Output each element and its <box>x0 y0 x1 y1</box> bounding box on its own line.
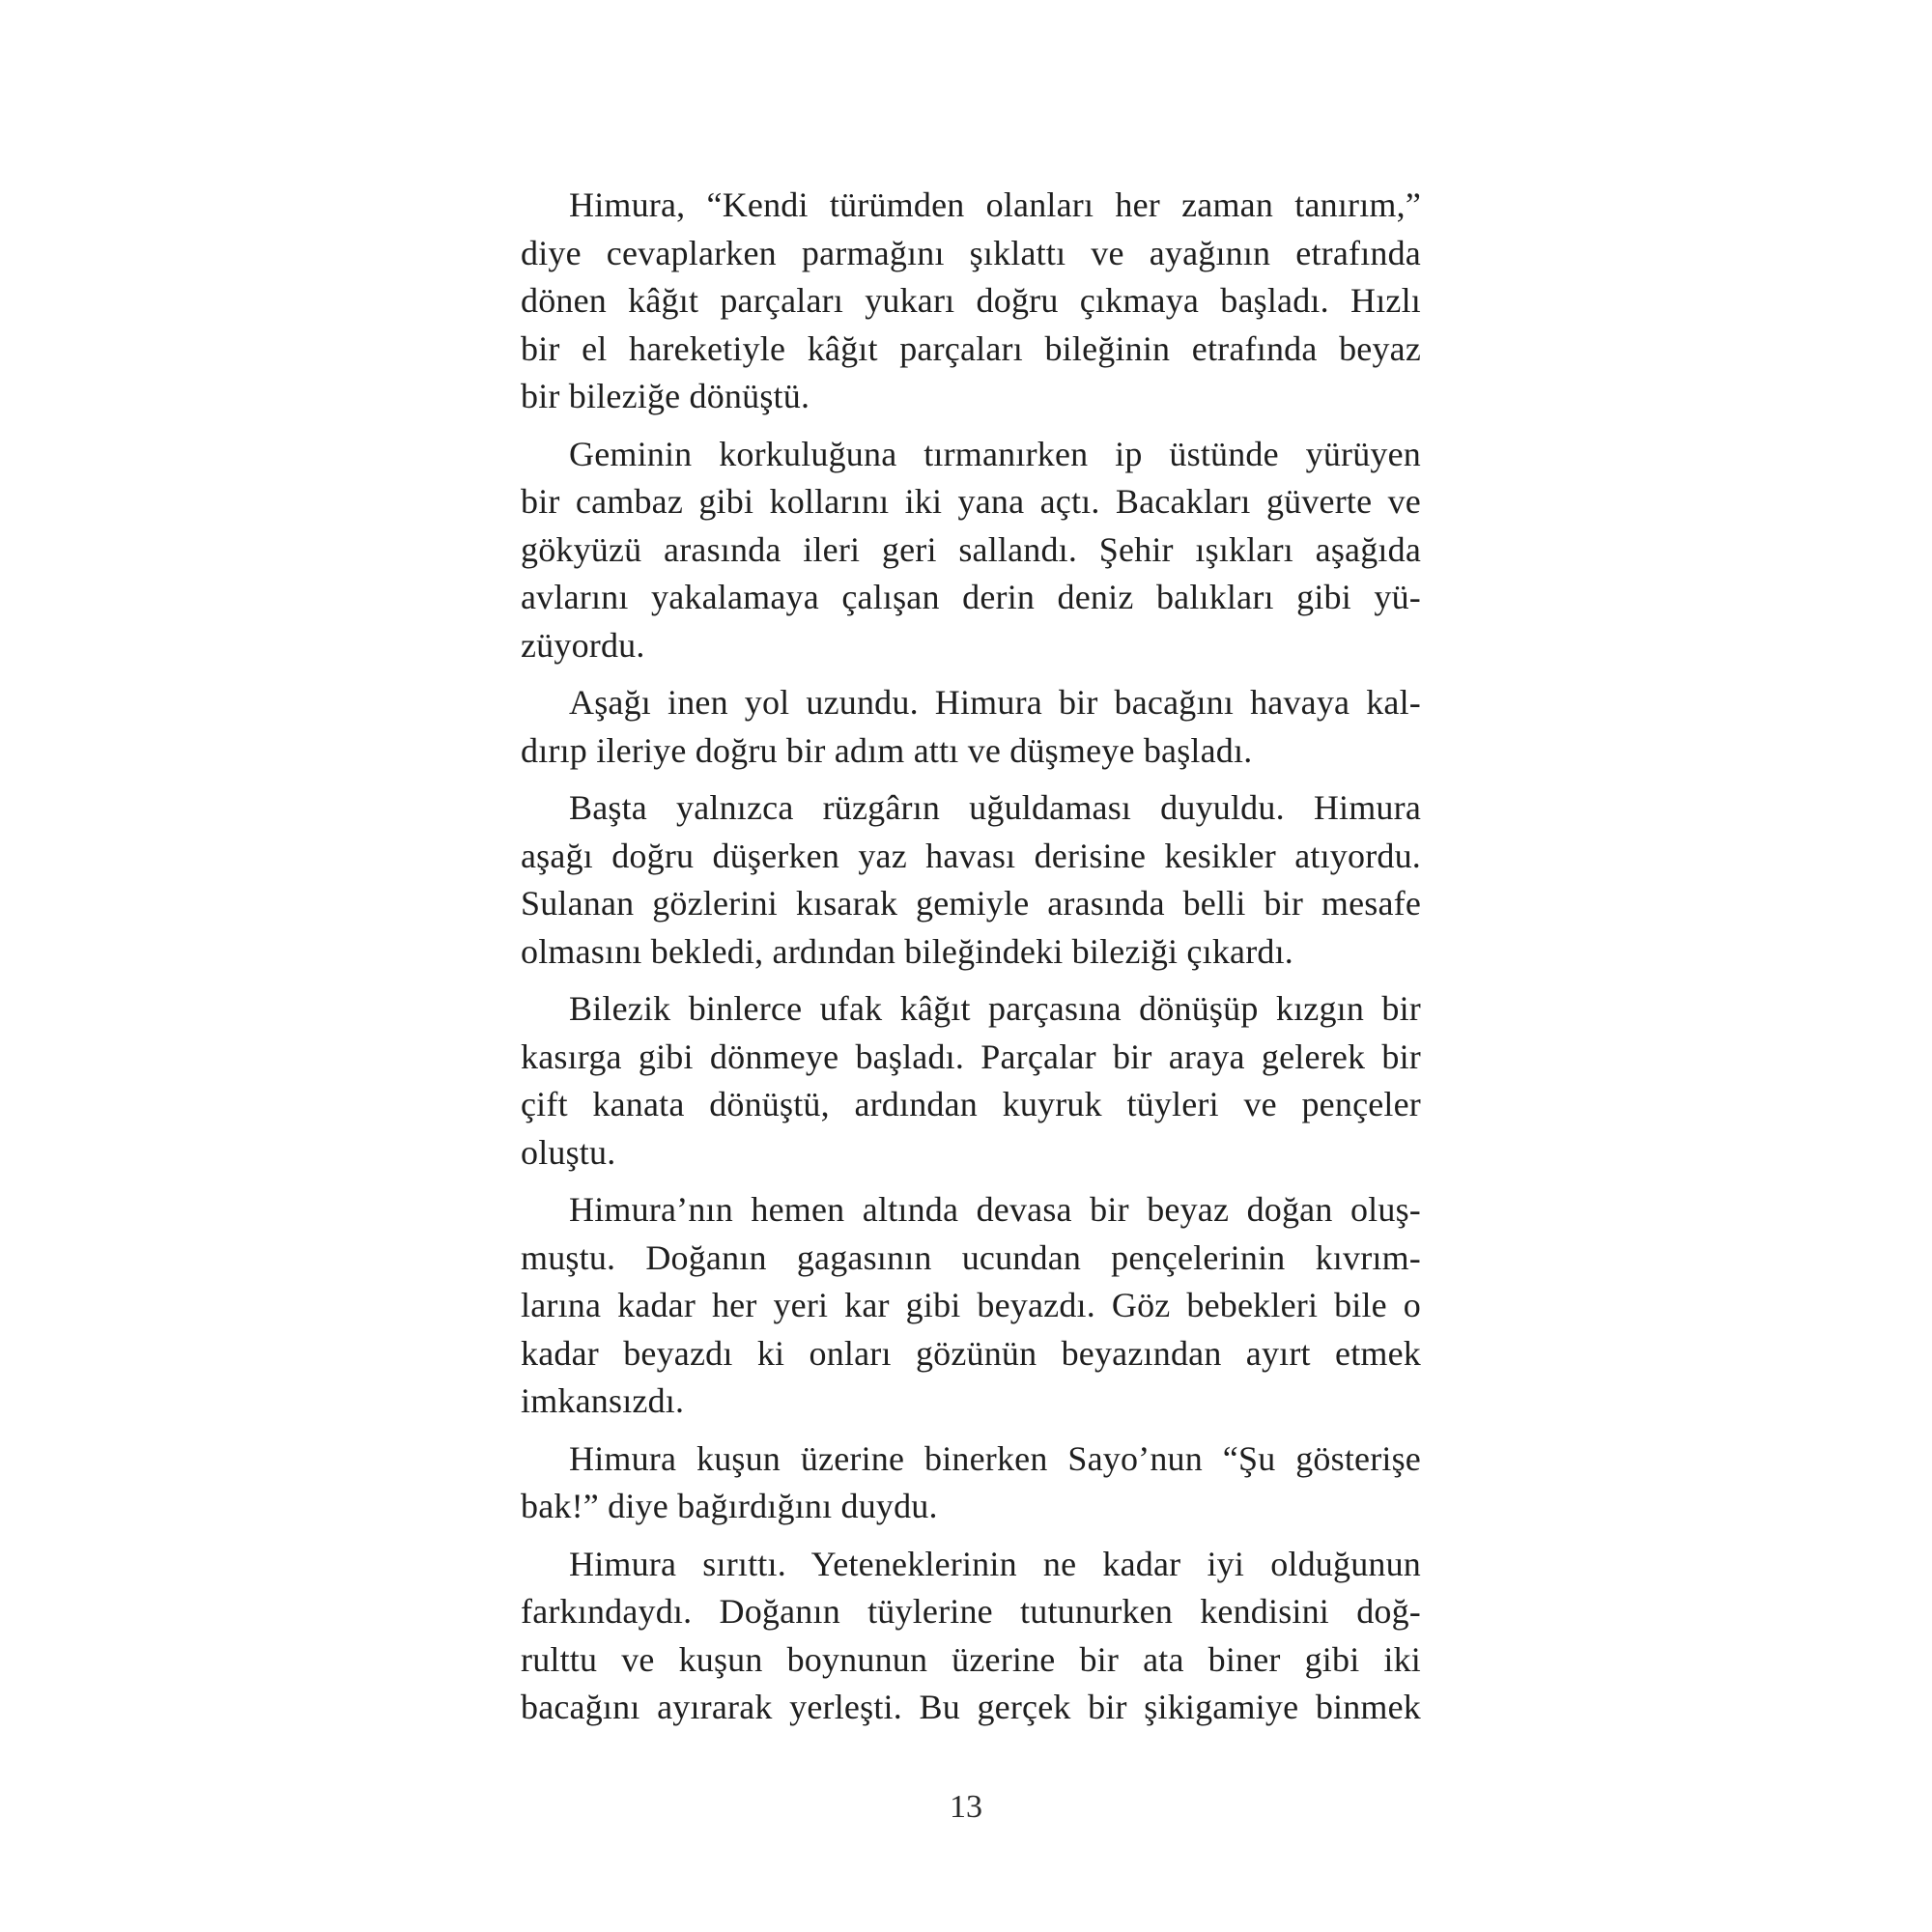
page-number: 13 <box>950 1789 982 1825</box>
text-line: Aşağı inen yol uzundu. Himura bir bacağını havaya kal- <box>569 683 1421 722</box>
text-line: bir el hareketiyle kâğıt parçaları bileğinin etrafında beyaz <box>521 328 1421 368</box>
paragraph-2 <box>521 431 1421 670</box>
text-line: Himura, “Kendi türümden olanları her zaman tanırım,” <box>569 185 1421 224</box>
text-line: Himura’nın hemen altında devasa bir beyaz doğan oluş- <box>569 1190 1421 1229</box>
text-line: dırıp ileriye doğru bir adım attı ve düşmeye başladı. <box>521 730 1253 770</box>
text-line: kasırga gibi dönmeye başladı. Parçalar bir araya gelerek bir <box>521 1037 1421 1076</box>
paragraph-8 <box>521 1541 1421 1732</box>
text-line: imkansızdı. <box>521 1381 685 1420</box>
paragraph-5 <box>521 985 1421 1177</box>
text-line: Bilezik binlerce ufak kâğıt parçasına dönüşüp kızgın bir <box>569 989 1421 1028</box>
text-line: farkındaydı. Doğanın tüylerine tutunurken kendisini doğ- <box>521 1592 1421 1631</box>
paragraph-4 <box>521 784 1421 976</box>
text-line: çift kanata dönüştü, ardından kuyruk tüyleri ve pençeler <box>521 1085 1421 1123</box>
text-line: avlarını yakalamaya çalışan derin deniz balıkları gibi yü- <box>521 578 1421 616</box>
text-line: bir cambaz gibi kollarını iki yana açtı. Bacakları güverte ve <box>521 482 1421 521</box>
text-line: rulttu ve kuşun boynunun üzerine bir ata biner gibi iki <box>521 1639 1421 1679</box>
text-line: züyordu. <box>521 625 645 665</box>
text-line: Başta yalnızca rüzgârın uğuldaması duyuldu. Himura <box>569 788 1421 827</box>
text-line: oluştu. <box>521 1132 616 1172</box>
body-text <box>521 182 1421 1742</box>
text-line: olmasını bekledi, ardından bileğindeki bileziği çıkardı. <box>521 931 1293 971</box>
text-line: Sulanan gözlerini kısarak gemiyle arasında belli bir mesafe <box>521 884 1421 923</box>
paragraph-6 <box>521 1186 1421 1426</box>
text-line: bacağını ayırarak yerleşti. Bu gerçek bir şikigamiye binmek <box>521 1688 1421 1726</box>
text-line: Himura kuşun üzerine binerken Sayo’nun “Şu gösterişe <box>569 1438 1421 1478</box>
text-line: muştu. Doğanın gagasının ucundan pençelerinin kıvrım- <box>521 1237 1421 1277</box>
text-line: Himura sırıttı. Yeteneklerinin ne kadar iyi olduğunun <box>569 1544 1421 1583</box>
text-line: bak!” diye bağırdığını duydu. <box>521 1487 938 1525</box>
text-line: diye cevaplarken parmağını şıklattı ve ayağının etrafında <box>521 233 1421 272</box>
text-line: kadar beyazdı ki onları gözünün beyazından ayırt etmek <box>521 1333 1421 1373</box>
text-line: dönen kâğıt parçaları yukarı doğru çıkmaya başladı. Hızlı <box>521 281 1421 320</box>
text-line: larına kadar her yeri kar gibi beyazdı. Göz bebekleri bile o <box>521 1286 1421 1324</box>
text-line: bir bileziğe dönüştü. <box>521 377 810 415</box>
paragraph-7 <box>521 1435 1421 1531</box>
text-line: Geminin korkuluğuna tırmanırken ip üstünde yürüyen <box>569 434 1421 473</box>
text-line: gökyüzü arasında ileri geri sallandı. Şehir ışıkları aşağıda <box>521 529 1421 569</box>
paragraph-1 <box>521 182 1421 421</box>
text-line: aşağı doğru düşerken yaz havası derisine kesikler atıyordu. <box>521 836 1421 875</box>
paragraph-3 <box>521 679 1421 775</box>
